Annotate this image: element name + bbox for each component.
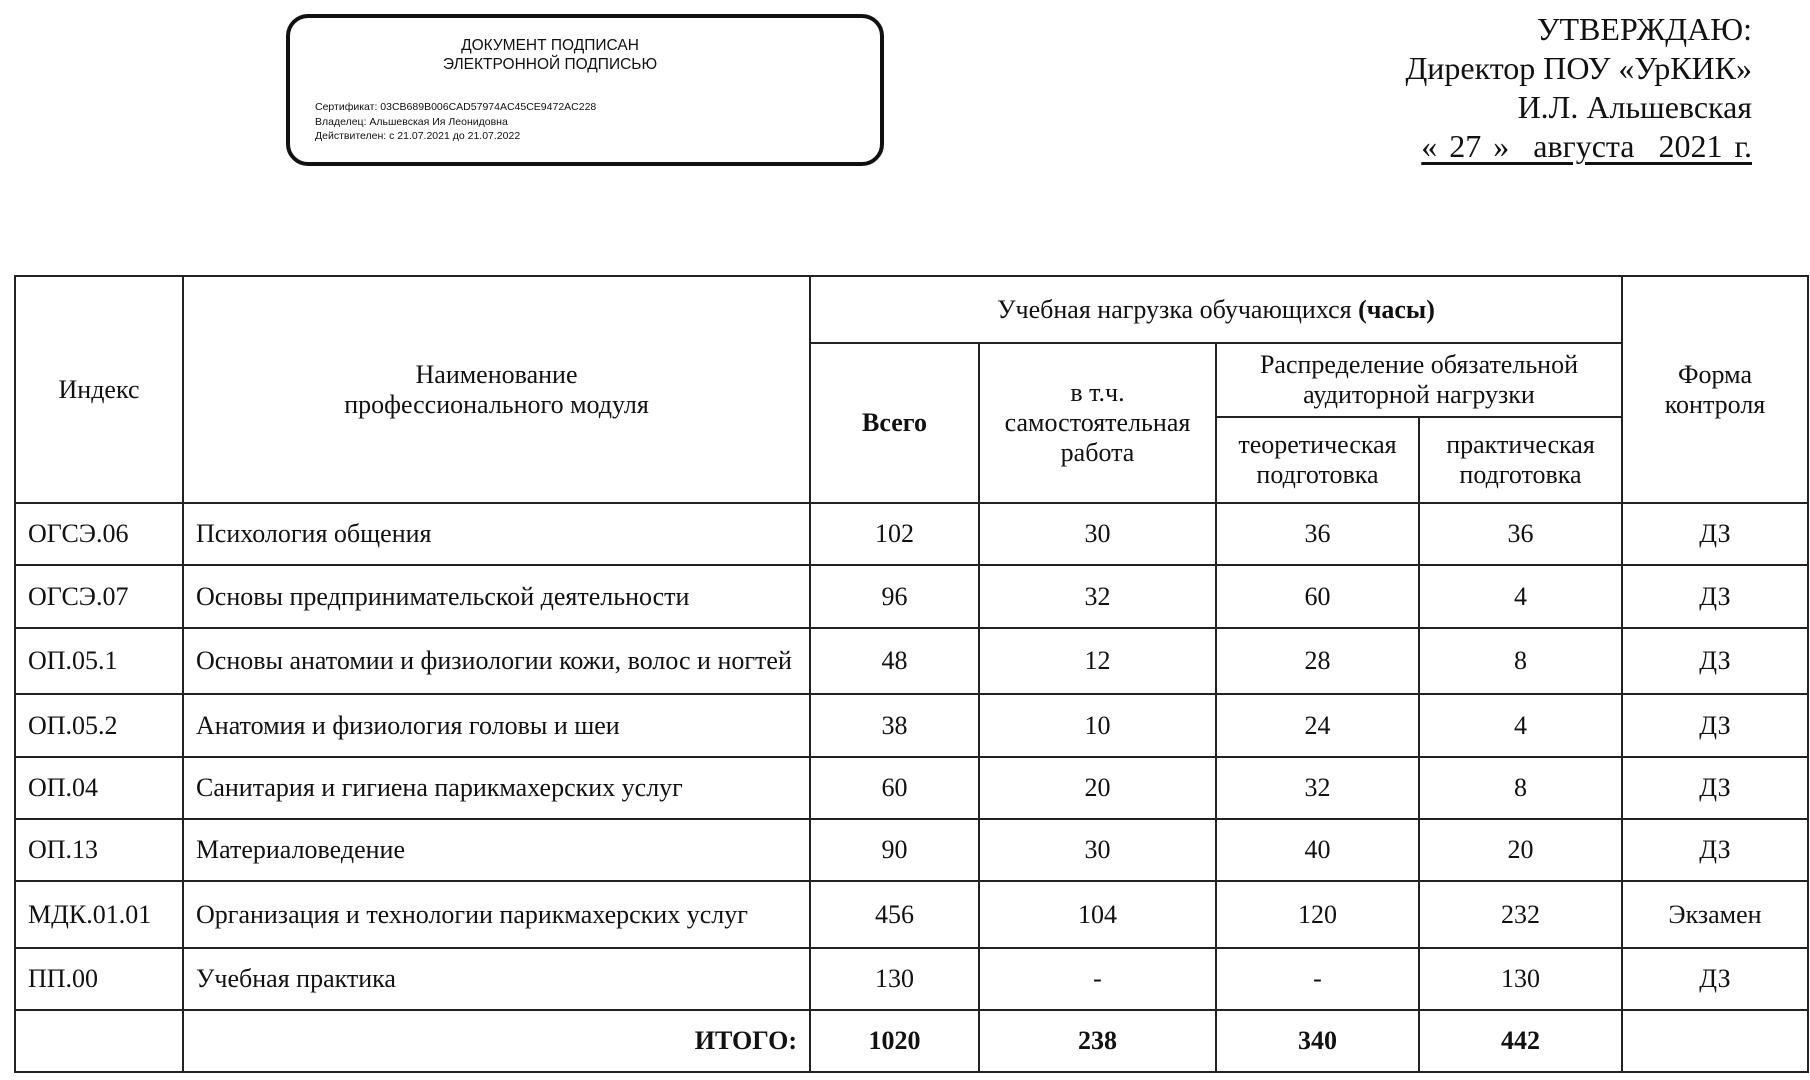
header-dist-line2: аудиторной нагрузки	[1303, 380, 1535, 409]
row-theory: 40	[1216, 819, 1419, 881]
header-control-line2: контроля	[1664, 389, 1766, 419]
header-practice-line1: практическая	[1446, 430, 1595, 459]
totals-self: 238	[979, 1010, 1216, 1072]
stamp-title-line1: ДОКУМЕНТ ПОДПИСАН	[461, 37, 639, 54]
row-control-form: ДЗ	[1622, 757, 1808, 819]
header-practice	[1419, 417, 1622, 503]
row-theory: -	[1216, 948, 1419, 1010]
header-dist-line1: Распределение обязательной	[1259, 350, 1579, 379]
stamp-certificate: Сертификат: 03CB689B006CAD57974AC45CE9472AC228	[315, 101, 597, 113]
row-self-study: 10	[979, 694, 1216, 757]
header-name-line1: Наименование	[415, 359, 578, 389]
approval-signatory: И.Л. Альшевская	[1517, 89, 1752, 125]
row-control-form: ДЗ	[1622, 565, 1808, 628]
header-self-line1: в т.ч.	[1070, 378, 1125, 407]
stamp-validity: Действителен: с 21.07.2021 до 21.07.2022	[315, 130, 521, 142]
table-row	[15, 881, 1808, 948]
electronic-signature-stamp	[286, 14, 884, 166]
header-self-study	[979, 343, 1216, 503]
row-total: 48	[810, 628, 979, 694]
row-control-form: ДЗ	[1622, 503, 1808, 565]
totals-practice: 442	[1419, 1010, 1622, 1072]
totals-empty-cell	[15, 1010, 183, 1072]
curriculum-table	[14, 275, 1809, 1073]
row-index: ОП.04	[15, 757, 183, 819]
approval-date: « 27 » августа 2021 г.	[1421, 128, 1752, 164]
row-theory: 36	[1216, 503, 1419, 565]
header-study-load-unit: (часы)	[1358, 294, 1435, 324]
row-name: Организация и технологии парикмахерских услуг	[183, 881, 810, 948]
row-self-study: 20	[979, 757, 1216, 819]
row-practice: 4	[1419, 565, 1622, 628]
table-row	[15, 819, 1808, 881]
row-self-study: 30	[979, 819, 1216, 881]
header-self-line2: самостоятельная	[1004, 408, 1191, 437]
totals-label: ИТОГО:	[183, 1010, 810, 1072]
row-self-study: 104	[979, 881, 1216, 948]
row-index: ОП.13	[15, 819, 183, 881]
row-index: МДК.01.01	[15, 881, 183, 948]
row-index: ОП.05.1	[15, 628, 183, 694]
header-index: Индекс	[15, 276, 183, 503]
row-control-form: ДЗ	[1622, 819, 1808, 881]
header-name-line2: профессионального модуля	[344, 389, 649, 419]
totals-total: 1020	[810, 1010, 979, 1072]
row-theory: 60	[1216, 565, 1419, 628]
row-total: 102	[810, 503, 979, 565]
stamp-owner: Владелец: Альшевская Ия Леонидовна	[315, 115, 508, 128]
row-index: ОП.05.2	[15, 694, 183, 757]
table-row	[15, 694, 1808, 757]
row-total: 96	[810, 565, 979, 628]
row-total: 38	[810, 694, 979, 757]
row-index: ОГСЭ.06	[15, 503, 183, 565]
header-self-line3: работа	[1060, 438, 1135, 467]
table-row	[15, 565, 1808, 628]
row-theory: 24	[1216, 694, 1419, 757]
stamp-details	[315, 100, 596, 144]
row-practice: 8	[1419, 757, 1622, 819]
header-theory	[1216, 417, 1419, 503]
row-theory: 28	[1216, 628, 1419, 694]
header-theory-line1: теоретическая	[1238, 430, 1397, 459]
table-row	[15, 757, 1808, 819]
row-self-study: 32	[979, 565, 1216, 628]
row-control-form: Экзамен	[1622, 881, 1808, 948]
header-theory-line2: подготовка	[1256, 460, 1379, 489]
row-practice: 36	[1419, 503, 1622, 565]
row-practice: 232	[1419, 881, 1622, 948]
row-practice: 20	[1419, 819, 1622, 881]
row-name: Основы предпринимательской деятельности	[183, 565, 810, 628]
row-total: 60	[810, 757, 979, 819]
row-total: 130	[810, 948, 979, 1010]
row-control-form: ДЗ	[1622, 694, 1808, 757]
totals-row	[15, 1010, 1808, 1072]
row-self-study: 12	[979, 628, 1216, 694]
row-theory: 32	[1216, 757, 1419, 819]
header-control-line1: Форма	[1678, 359, 1752, 389]
row-name: Основы анатомии и физиологии кожи, волос и ногтей	[183, 628, 810, 694]
header-practice-line2: подготовка	[1459, 460, 1582, 489]
row-control-form: ДЗ	[1622, 628, 1808, 694]
table-row	[15, 948, 1808, 1010]
totals-control-empty	[1622, 1010, 1808, 1072]
row-self-study: -	[979, 948, 1216, 1010]
row-name: Анатомия и физиология головы и шеи	[183, 694, 810, 757]
approval-block	[1405, 10, 1752, 166]
row-self-study: 30	[979, 503, 1216, 565]
row-control-form: ДЗ	[1622, 948, 1808, 1010]
row-name: Санитария и гигиена парикмахерских услуг	[183, 757, 810, 819]
totals-theory: 340	[1216, 1010, 1419, 1072]
row-name: Психология общения	[183, 503, 810, 565]
header-total: Всего	[810, 343, 979, 503]
row-index: ПП.00	[15, 948, 183, 1010]
table-row	[15, 503, 1808, 565]
row-name: Учебная практика	[183, 948, 810, 1010]
stamp-title-line2: ЭЛЕКТРОННОЙ ПОДПИСЬЮ	[442, 56, 658, 73]
approval-heading: УТВЕРЖДАЮ:	[1536, 11, 1752, 47]
table-row	[15, 628, 1808, 694]
header-study-load-text: Учебная нагрузка обучающихся	[997, 294, 1359, 324]
stamp-title	[290, 36, 880, 74]
row-index: ОГСЭ.07	[15, 565, 183, 628]
header-name	[183, 276, 810, 503]
row-total: 90	[810, 819, 979, 881]
row-practice: 8	[1419, 628, 1622, 694]
row-name: Материаловедение	[183, 819, 810, 881]
header-study-load	[810, 276, 1622, 343]
header-distribution	[1216, 343, 1622, 417]
approval-position: Директор ПОУ «УрКИК»	[1405, 50, 1752, 86]
row-theory: 120	[1216, 881, 1419, 948]
header-control-form	[1622, 276, 1808, 503]
row-total: 456	[810, 881, 979, 948]
row-practice: 4	[1419, 694, 1622, 757]
row-practice: 130	[1419, 948, 1622, 1010]
